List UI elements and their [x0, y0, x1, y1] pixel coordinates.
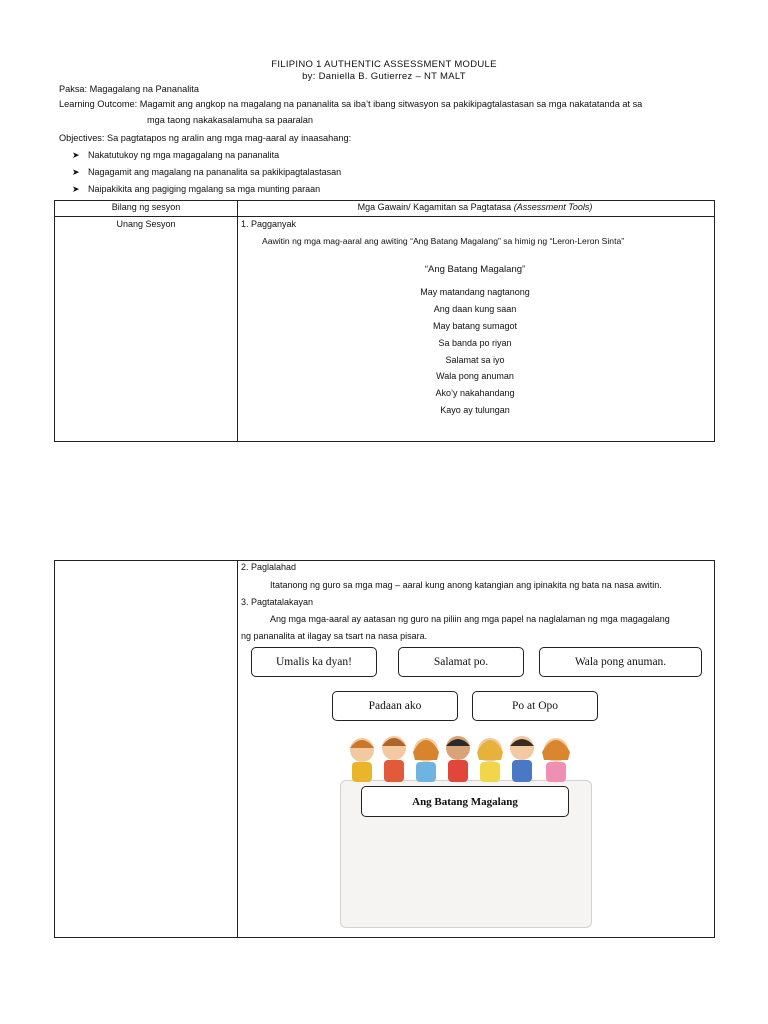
children-illustration — [342, 730, 590, 788]
step-pagtatalakayan: 3. Pagtatalakayan — [241, 597, 314, 607]
objectives-line: Objectives: Sa pagtatapos ng aralin ang mga mag-aaral ay inaasahang: — [59, 133, 352, 143]
phrase-card-umalis[interactable]: Umalis ka dyan! — [251, 647, 377, 677]
song-lyric: Ako’y nakahandang — [435, 388, 515, 398]
document-author: by: Daniella B. Gutierrez – NT MALT — [302, 71, 466, 82]
phrase-card-salamat[interactable]: Salamat po. — [398, 647, 524, 677]
song-lyric: May matandang nagtanong — [420, 287, 530, 297]
song-lyric: May batang sumagot — [432, 321, 518, 331]
song-lyric: Wala pong anuman — [436, 371, 514, 381]
phrase-card-wala-pong-anuman[interactable]: Wala pong anuman. — [539, 647, 702, 677]
children-icon — [342, 730, 590, 788]
paglalahad-instruction: Itatanong ng guro sa mga mag – aaral kung anong katangian ang ipinakita ng bata na nasa awitin. — [270, 580, 662, 590]
song-title: “Ang Batang Magalang” — [424, 264, 526, 275]
song-lyric: Sa banda po riyan — [438, 338, 512, 348]
pagtatalakayan-instruction-1: Ang mga mga-aaral ay aatasan ng guro na piliin ang mga papel na naglalaman ng mga magagalang — [270, 614, 670, 624]
step-pagganyak: 1. Pagganyak — [241, 219, 297, 229]
objective-bullet-1: ➤ Nakatutukoy ng mga magagalang na pananalita — [76, 150, 279, 160]
objective-bullet-2: ➤ Nagagamit ang magalang na pananalita sa pakikipagtalastasan — [76, 167, 341, 177]
song-lyric: Ang daan kung saan — [433, 304, 517, 314]
col-header-activities: Mga Gawain/ Kagamitan sa Pagtatasa (Assessment Tools) — [357, 202, 593, 212]
objective-bullet-3: ➤ Naipakikita ang pagiging mgalang sa mga munting paraan — [76, 184, 320, 194]
session-label: Unang Sesyon — [116, 219, 176, 229]
chart-title: Ang Batang Magalang — [361, 786, 569, 817]
learning-outcome-continued: mga taong nakakasalamuha sa paaralan — [147, 115, 313, 125]
step-paglalahad: 2. Paglalahad — [241, 562, 297, 572]
phrase-card-padaan[interactable]: Padaan ako — [332, 691, 458, 721]
document-title: FILIPINO 1 AUTHENTIC ASSESSMENT MODULE — [271, 59, 497, 70]
learning-outcome-line: Learning Outcome: Magamit ang angkop na magalang na pananalita sa iba’t ibang sitwasyon sa pakikipagtalastasan sa mga nakatatanda at sa — [59, 99, 643, 109]
col-header-session: Bilang ng sesyon — [111, 202, 181, 212]
paksa-line: Paksa: Magagalang na Pananalita — [59, 84, 199, 94]
pagganyak-instruction: Aawitin ng mga mag-aaral ang awiting “Ang Batang Magalang” sa himig ng “Leron-Leron Sinta” — [262, 236, 625, 246]
song-lyric: Salamat sa iyo — [445, 355, 505, 365]
phrase-card-po-at-opo[interactable]: Po at Opo — [472, 691, 598, 721]
song-lyric: Kayo ay tulungan — [440, 405, 510, 415]
pagtatalakayan-instruction-2: ng pananalita at ilagay sa tsart na nasa pisara. — [241, 631, 428, 641]
